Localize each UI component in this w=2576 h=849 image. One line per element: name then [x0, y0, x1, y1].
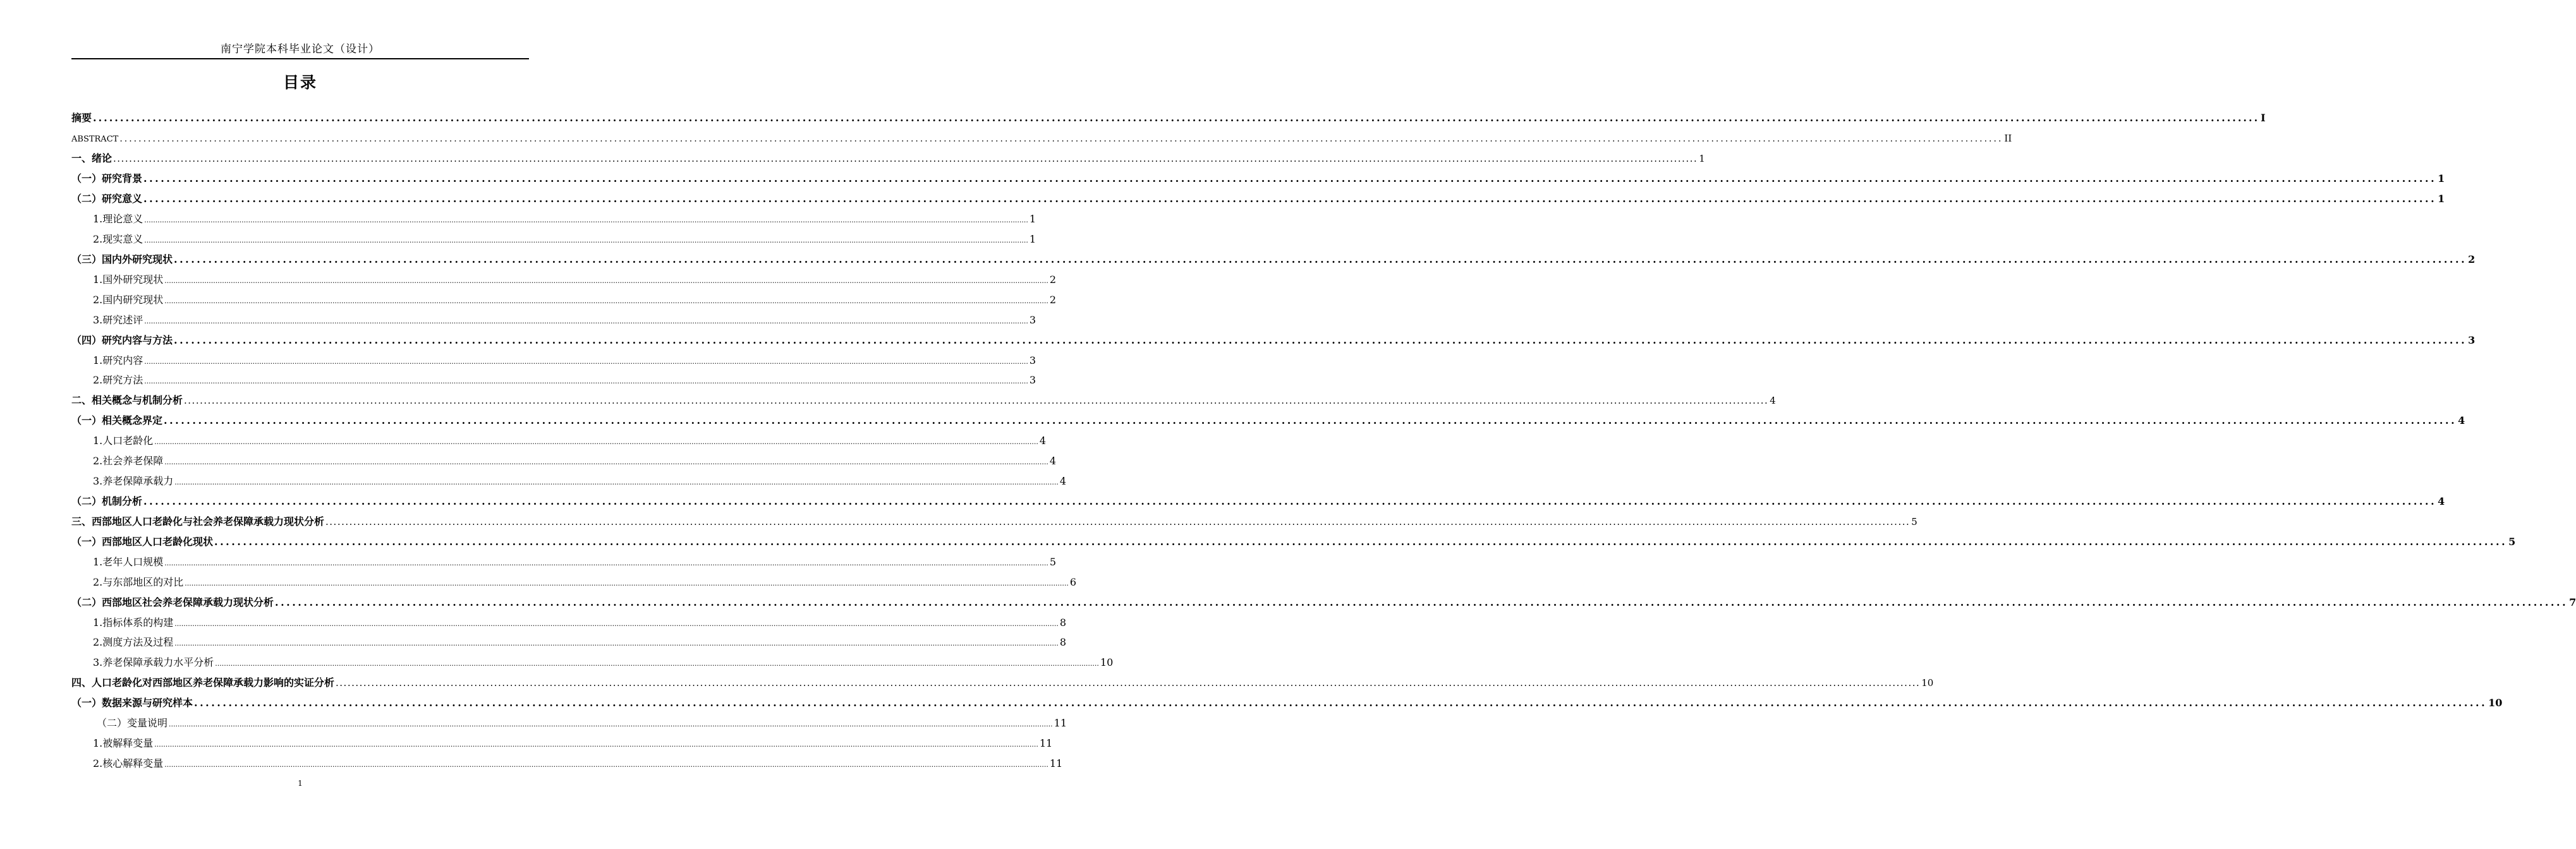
toc-entry-page: 1	[1029, 213, 1036, 225]
toc-entry[interactable]	[71, 211, 1036, 227]
toc-entry-page: 1	[2438, 172, 2445, 184]
dot-leader: ................................................................................................................................................................................................................................................................................................................................................................................................................	[144, 216, 1028, 224]
toc-entry[interactable]	[71, 554, 1057, 570]
toc-entry[interactable]	[71, 574, 1077, 591]
toc-entry-page: 10	[1100, 656, 1114, 668]
toc-entry-label: （二）机制分析	[71, 495, 143, 507]
dot-leader: ................................................................................................................................................................................................................................................................................................................................................................................................................	[119, 134, 2003, 144]
toc-entry-label: （一）相关概念界定	[71, 414, 163, 426]
dot-leader: ................................................................................................................................................................................................................................................................................................................................................................................................................	[143, 193, 2437, 205]
toc-entry-page: 11	[1039, 737, 1053, 749]
dot-leader: ................................................................................................................................................................................................................................................................................................................................................................................................................	[113, 153, 1698, 164]
toc-entry-label: 一、绪论	[71, 152, 112, 164]
toc-entry-label: （二）研究意义	[71, 193, 143, 205]
toc-entry[interactable]	[71, 735, 1053, 752]
toc-entry[interactable]	[71, 110, 2266, 126]
toc-entry-page: 8	[1059, 617, 1067, 629]
toc-entry-page: 6	[1069, 576, 1077, 588]
toc-entry-page: 2	[2468, 253, 2476, 265]
toc-entry-page: 4	[1059, 475, 1067, 487]
toc-entry-label: （一）数据来源与研究样本	[71, 697, 193, 709]
toc-entry-page: 2	[1049, 294, 1057, 306]
dot-leader: ................................................................................................................................................................................................................................................................................................................................................................................................................	[93, 112, 2260, 124]
toc-entry-label: （二）西部地区社会养老保障承载力现状分析	[71, 596, 274, 608]
dot-leader: ................................................................................................................................................................................................................................................................................................................................................................................................................	[154, 740, 1038, 749]
toc-entry-label: 1.指标体系的构建	[93, 617, 174, 629]
toc-entry[interactable]	[71, 191, 2445, 207]
toc-entry-label: 1.研究内容	[93, 354, 143, 366]
dot-leader: ................................................................................................................................................................................................................................................................................................................................................................................................................	[164, 761, 1048, 769]
toc-entry-page: 1	[1699, 153, 1705, 164]
toc-entry-page: 5	[1911, 516, 1917, 527]
toc-entry-label: 2.国内研究现状	[93, 294, 164, 306]
toc-entry[interactable]	[71, 272, 1057, 288]
running-header: 南宁学院本科毕业论文（设计）	[221, 43, 380, 56]
dot-leader: ................................................................................................................................................................................................................................................................................................................................................................................................................	[164, 458, 1048, 466]
toc-entry-page: 3	[1029, 354, 1036, 366]
toc-entry-label: （一）西部地区人口老龄化现状	[71, 536, 214, 548]
toc-entry-label: 3.养老保障承载力水平分析	[93, 656, 214, 668]
toc-entry-label: 2.社会养老保障	[93, 455, 164, 467]
toc-entry-page: 8	[1059, 636, 1067, 648]
toc-entry-label: 1.老年人口规模	[93, 556, 164, 568]
header-rule	[71, 58, 529, 59]
toc-entry-page: 4	[1049, 455, 1057, 467]
toc-entry[interactable]	[71, 150, 1705, 167]
dot-leader: ................................................................................................................................................................................................................................................................................................................................................................................................................	[143, 495, 2437, 507]
toc-entry-page: 1	[1029, 233, 1036, 245]
toc-entry-page: 10	[1921, 677, 1934, 689]
toc-entry-page: 4	[1039, 435, 1047, 447]
dot-leader: ................................................................................................................................................................................................................................................................................................................................................................................................................	[164, 277, 1048, 285]
dot-leader: ................................................................................................................................................................................................................................................................................................................................................................................................................	[174, 334, 2467, 346]
toc-entry[interactable]	[71, 493, 2445, 510]
dot-leader: ................................................................................................................................................................................................................................................................................................................................................................................................................	[143, 172, 2437, 184]
page-number: 1	[298, 779, 303, 788]
toc-entry[interactable]	[71, 594, 2576, 611]
toc-entry-page: 4	[1770, 395, 1776, 406]
toc-entry-page: 3	[1029, 314, 1036, 326]
toc-entry-page: I	[2261, 112, 2266, 124]
toc-entry-label: （四）研究内容与方法	[71, 334, 173, 346]
toc-entry-page: 2	[1049, 274, 1057, 286]
toc-entry[interactable]	[71, 634, 1067, 651]
toc-entry[interactable]	[71, 453, 1057, 469]
toc-entry[interactable]	[71, 392, 1776, 409]
toc-entry-label: 1.理论意义	[93, 213, 143, 225]
toc-entry-label: 3.养老保障承载力	[93, 475, 174, 487]
dot-leader: ................................................................................................................................................................................................................................................................................................................................................................................................................	[144, 358, 1028, 366]
toc-entry-page: 11	[1054, 717, 1067, 729]
dot-leader: ................................................................................................................................................................................................................................................................................................................................................................................................................	[144, 377, 1028, 385]
toc-entry-label: 三、西部地区人口老龄化与社会养老保障承载力现状分析	[71, 515, 325, 527]
toc-entry[interactable]	[71, 534, 2516, 550]
toc-entry-page: II	[2004, 133, 2012, 144]
toc-entry-label: 2.核心解释变量	[93, 757, 164, 769]
toc-entry[interactable]	[71, 251, 2476, 268]
dot-leader: ................................................................................................................................................................................................................................................................................................................................................................................................................	[174, 620, 1059, 628]
toc-entry-label: ABSTRACT	[71, 135, 119, 144]
dot-leader: ................................................................................................................................................................................................................................................................................................................................................................................................................	[169, 720, 1053, 728]
toc-entry-page: 5	[2508, 536, 2516, 548]
toc-entry-label: 摘要	[71, 112, 92, 124]
toc-entry[interactable]	[71, 514, 1917, 530]
toc-entry-page: 11	[1049, 757, 1063, 769]
toc-entry-page: 3	[1029, 374, 1036, 386]
toc-entry-label: 1.被解释变量	[93, 737, 154, 749]
toc-entry-label: 2.测度方法及过程	[93, 636, 174, 648]
toc-entry[interactable]	[71, 615, 1067, 631]
dot-leader: ................................................................................................................................................................................................................................................................................................................................................................................................................	[164, 414, 2457, 426]
dot-leader: ................................................................................................................................................................................................................................................................................................................................................................................................................	[185, 579, 1069, 587]
toc-entry-label: 1.人口老龄化	[93, 435, 154, 447]
toc-entry[interactable]	[71, 130, 2012, 147]
toc-title: 目录	[283, 73, 317, 92]
toc-entry[interactable]	[71, 231, 1036, 248]
toc-entry-label: 四、人口老龄化对西部地区养老保障承载力影响的实证分析	[71, 677, 335, 689]
toc-entry[interactable]	[71, 756, 1063, 772]
toc-entry-label: 二、相关概念与机制分析	[71, 394, 183, 406]
toc-entry-label: 2.现实意义	[93, 233, 143, 245]
dot-leader: ................................................................................................................................................................................................................................................................................................................................................................................................................	[154, 438, 1038, 446]
dot-leader: ................................................................................................................................................................................................................................................................................................................................................................................................................	[164, 559, 1048, 567]
dot-leader: ................................................................................................................................................................................................................................................................................................................................................................................................................	[174, 253, 2467, 265]
dot-leader: ................................................................................................................................................................................................................................................................................................................................................................................................................	[215, 659, 1099, 668]
toc-entry[interactable]	[71, 695, 2503, 711]
dot-leader: ................................................................................................................................................................................................................................................................................................................................................................................................................	[336, 677, 1921, 689]
toc-entry[interactable]	[71, 292, 1057, 308]
dot-leader: ................................................................................................................................................................................................................................................................................................................................................................................................................	[184, 395, 1769, 406]
toc-entry-page: 7	[2569, 596, 2576, 608]
toc-entry[interactable]	[71, 171, 2445, 187]
dot-leader: ................................................................................................................................................................................................................................................................................................................................................................................................................	[174, 639, 1059, 647]
dot-leader: ................................................................................................................................................................................................................................................................................................................................................................................................................	[174, 478, 1059, 486]
toc-entry-page: 5	[1049, 556, 1057, 568]
toc-entry-label: （一）研究背景	[71, 172, 143, 184]
toc-entry-label: （三）国内外研究现状	[71, 253, 173, 265]
toc-entry[interactable]	[71, 372, 1036, 388]
toc-entry-label: 1.国外研究现状	[93, 274, 164, 286]
toc-entry-label: 2.研究方法	[93, 374, 143, 386]
toc-entry[interactable]	[71, 352, 1036, 369]
toc-entry[interactable]	[71, 473, 1067, 490]
toc-entry-page: 4	[2438, 495, 2445, 507]
dot-leader: ................................................................................................................................................................................................................................................................................................................................................................................................................	[144, 317, 1028, 325]
toc-entry-label: 3.研究述评	[93, 314, 143, 326]
toc-entry[interactable]	[71, 675, 1934, 691]
toc-entry-page: 1	[2438, 193, 2445, 205]
dot-leader: ................................................................................................................................................................................................................................................................................................................................................................................................................	[164, 297, 1048, 305]
toc-entry-page: 3	[2468, 334, 2476, 346]
dot-leader: ................................................................................................................................................................................................................................................................................................................................................................................................................	[325, 516, 1911, 527]
toc-entry[interactable]	[71, 715, 1067, 732]
toc-entry[interactable]	[71, 433, 1047, 449]
dot-leader: ................................................................................................................................................................................................................................................................................................................................................................................................................	[144, 236, 1028, 244]
toc-entry[interactable]	[71, 332, 2476, 349]
dot-leader: ................................................................................................................................................................................................................................................................................................................................................................................................................	[214, 536, 2508, 548]
toc-entry-page: 10	[2488, 697, 2503, 709]
toc-entry[interactable]	[71, 412, 2465, 429]
toc-entry-page: 4	[2458, 414, 2465, 426]
dot-leader: ................................................................................................................................................................................................................................................................................................................................................................................................................	[194, 697, 2488, 709]
toc-entry[interactable]	[71, 312, 1036, 328]
toc-entry-label: （二）变量说明	[97, 717, 168, 729]
toc-entry[interactable]	[71, 654, 1114, 671]
toc-entry-label: 2.与东部地区的对比	[93, 576, 184, 588]
dot-leader: ................................................................................................................................................................................................................................................................................................................................................................................................................	[275, 596, 2568, 608]
